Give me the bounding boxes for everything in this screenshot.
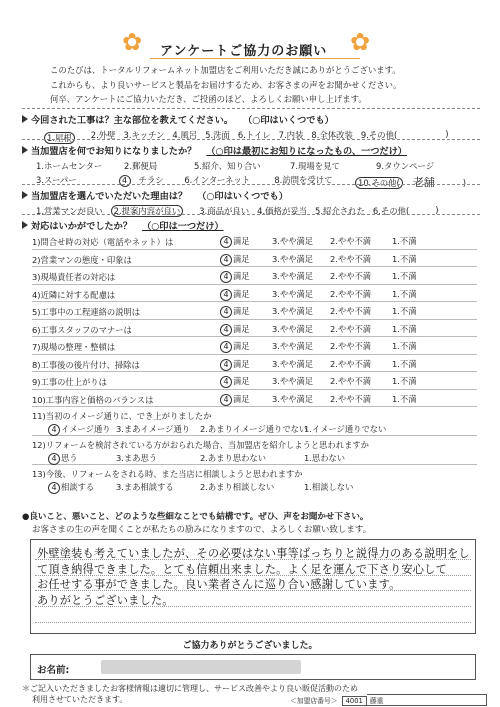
q3-option-referred[interactable]: 5.紹介された <box>315 206 365 216</box>
rating-row: 10)工事内容と価格のバランスは 4 満足 3.やや満足 2.やや不満 1.不満 <box>32 390 477 408</box>
rating-option-dissatisfied[interactable]: 1.不満 <box>392 376 417 386</box>
q3-option-other[interactable]: 6.その他( <box>372 206 410 216</box>
rating-option-somewhat-satisfied[interactable]: 3.やや満足 <box>272 376 314 386</box>
rating-option-somewhat-satisfied[interactable]: 3.やや満足 <box>272 271 314 281</box>
rating-option-4[interactable]: 4 イメージ通り <box>48 423 111 436</box>
redacted-name <box>101 660 301 674</box>
divider <box>22 139 480 140</box>
rating-option-satisfied[interactable]: 4 満足 <box>220 375 250 388</box>
q2-option-other[interactable]: 10.その他( 老舗 ) <box>355 174 474 190</box>
flower-icon: ✿ <box>122 28 143 56</box>
rating-row: 5)工事中の工程連絡の説明は 4 満足 3.やや満足 2.やや不満 1.不満 <box>32 302 477 320</box>
q3-options: 1.営業マンが良い 2.提案内容が良い 3.商品が良い 4.価格が妥当 5.紹介された 6.その他( ) <box>36 205 439 216</box>
rating-option-dissatisfied[interactable]: 1.不満 <box>392 253 417 264</box>
q2-options-row1 <box>22 160 482 172</box>
triangle-bullet-icon <box>22 146 28 154</box>
rating-option-somewhat-dissatisfied[interactable]: 2.やや不満 <box>330 253 372 264</box>
q2-option-saw-site[interactable]: 7.現場を見て <box>290 161 340 171</box>
q3-option-proposal[interactable]: 2.提案内容が良い <box>111 205 192 217</box>
rating-row-multi: 13)今後、リフォームをされる時、また当店に相談しようと思われますか 4 相談する 3.まあ相談する 2.あまり相談しない 1.相談しない <box>32 469 354 492</box>
rating-option-satisfied[interactable]: 4 満足 <box>220 323 250 336</box>
rating-option-1[interactable]: 1.思わない <box>304 453 346 463</box>
rating-option-somewhat-satisfied[interactable]: 3.やや満足 <box>272 358 314 369</box>
rating-option-somewhat-dissatisfied[interactable]: 2.やや不満 <box>330 236 372 246</box>
q1-options: 1.屋根 2.外壁 3.キッチン 4.風呂 5.洗面 6.トイレ 7.内装 8.全体改装 9.その他( ) <box>22 129 482 144</box>
rating-row: 3)現場責任者の対応は 4 満足 3.やや満足 2.やや不満 1.不満 <box>32 267 477 285</box>
rating-option-1[interactable]: 1.イメージ通りでない <box>304 424 387 434</box>
q2-option-referral[interactable]: 5.紹介、知り合い <box>194 161 261 171</box>
q1-option-exterior-wall[interactable]: 2.外壁 <box>90 130 116 140</box>
q2-option-visit[interactable]: 8.訪問を受けて <box>274 175 333 185</box>
rating-option-satisfied[interactable]: 4 満足 <box>220 358 250 371</box>
rating-option-somewhat-dissatisfied[interactable]: 2.やや不満 <box>330 306 372 316</box>
rating-option-2[interactable]: 2.あまりイメージ通りでない <box>200 424 308 434</box>
rating-option-satisfied[interactable]: 4 満足 <box>220 288 250 301</box>
q2-option-flyer[interactable]: 4 チラシ <box>119 174 177 190</box>
rating-row: 2)営業マンの態度・印象は 4 満足 3.やや満足 2.やや不満 1.不満 <box>32 250 477 268</box>
q2-option-home-center[interactable]: 1.ホームセンター <box>36 161 103 171</box>
q3-option-price[interactable]: 4.価格が妥当 <box>257 206 307 216</box>
rating-row: 7)現場の整理・整頓は 4 満足 3.やや満足 2.やや不満 1.不満 <box>32 337 477 355</box>
rating-option-dissatisfied[interactable]: 1.不満 <box>392 341 417 351</box>
rating-option-3[interactable]: 3.まあイメージ通り <box>116 424 191 434</box>
thanks-text: ご協力ありがとうございました。 <box>182 641 318 651</box>
rating-option-somewhat-satisfied[interactable]: 3.やや満足 <box>272 306 314 316</box>
q1-option-kitchen[interactable]: 3.キッチン <box>123 130 165 140</box>
rating-row: 8)工事後の後片付け、掃除は 4 満足 3.やや満足 2.やや不満 1.不満 <box>32 355 477 373</box>
q3-option-sales-rep[interactable]: 1.営業マンが良い <box>36 206 103 216</box>
rating-option-somewhat-dissatisfied[interactable]: 2.やや不満 <box>330 323 372 334</box>
q1-option-washroom[interactable]: 5.洗面 <box>205 130 230 140</box>
rating-option-3[interactable]: 3.まあ相談する <box>116 482 174 492</box>
rating-option-dissatisfied[interactable]: 1.不満 <box>392 306 417 316</box>
rating-option-4[interactable]: 4 相談する <box>48 481 94 494</box>
q2-other-text[interactable]: 老舗 <box>412 176 435 189</box>
rating-option-satisfied[interactable]: 4 満足 <box>220 393 250 406</box>
rating-option-somewhat-satisfied[interactable]: 3.やや満足 <box>272 341 314 351</box>
rating-option-4[interactable]: 4 思う <box>48 452 78 465</box>
q1-option-toilet[interactable]: 6.トイレ <box>237 130 271 140</box>
question-4: 対応はいかがでしたか？ （○印は一つだけ） <box>22 218 482 232</box>
comment-box[interactable] <box>30 539 476 634</box>
rating-option-satisfied[interactable]: 4 満足 <box>220 340 250 353</box>
question-2: 当加盟店を何でお知りになりましたか？ （○印は最初にお知りになったもの、一つだけ） 1.ホームセンター 2.郵便局 5.紹介、知り合い 7.現場を見て 9.タウンページ 3.スーパー 4 チラシ 6.インターネット 8.訪問を受けて 10.その他( 老舗 ) <box>22 143 482 190</box>
divider <box>22 214 480 215</box>
q2-option-town-page[interactable]: 9.タウンページ <box>376 161 435 171</box>
question-3: 当加盟店を選んでいただいた理由は？ （○印はいくつでも） 1.営業マンが良い 2.提案内容が良い 3.商品が良い 4.価格が妥当 5.紹介された 6.その他( ) <box>22 188 482 217</box>
rating-option-somewhat-satisfied[interactable]: 3.やや満足 <box>272 288 314 299</box>
rating-option-2[interactable]: 2.あまり相談しない <box>200 482 275 492</box>
page-title: アンケートご協力のお願い <box>160 44 328 59</box>
name-field[interactable] <box>30 654 476 680</box>
rating-option-dissatisfied[interactable]: 1.不満 <box>392 271 417 281</box>
store-number: 4001 <box>342 696 367 706</box>
rating-row: 9)工事の仕上がりは 4 満足 3.やや満足 2.やや不満 1.不満 <box>32 372 477 390</box>
divider <box>22 108 480 109</box>
triangle-bullet-icon <box>22 115 28 123</box>
divider <box>22 184 480 185</box>
question-1: 今回された工事は？主な部位を教えてください。 （○印はいくつでも） 1.屋根 2.外壁 3.キッチン 4.風呂 5.洗面 6.トイレ 7.内装 8.全体改装 9.その他( ) <box>22 112 482 144</box>
rating-row-multi: 12)リフォームを検討されている方がおられた場合、当加盟店を紹介しようと思われますか 4 思う 3.まあ思う 2.あまり思わない 1.思わない <box>32 436 477 465</box>
rating-option-somewhat-dissatisfied[interactable]: 2.やや不満 <box>330 271 372 281</box>
rating-option-somewhat-satisfied[interactable]: 3.やや満足 <box>272 253 314 264</box>
rating-option-somewhat-satisfied[interactable]: 3.やや満足 <box>272 323 314 334</box>
rating-option-dissatisfied[interactable]: 1.不満 <box>392 358 417 369</box>
rating-option-1[interactable]: 1.相談しない <box>304 482 354 492</box>
q2-option-post-office[interactable]: 2.郵便局 <box>124 161 158 171</box>
rating-row: 4)近隣に対する配慮は 4 満足 3.やや満足 2.やや不満 1.不満 <box>32 285 477 303</box>
rating-option-somewhat-satisfied[interactable]: 3.やや満足 <box>272 236 314 246</box>
q2-option-internet[interactable]: 6.インターネット <box>184 175 251 185</box>
rating-row-multi: 11)当初のイメージ通りに、でき上がりましたか 4 イメージ通り 3.まあイメージ通り 2.あまりイメージ通りでない 1.イメージ通りでない <box>32 407 477 436</box>
q1-option-bath[interactable]: 4.風呂 <box>172 130 198 140</box>
triangle-bullet-icon <box>22 221 28 229</box>
rating-option-dissatisfied[interactable]: 1.不満 <box>392 393 417 404</box>
rating-row: 6)工事スタッフのマナーは 4 満足 3.やや満足 2.やや不満 1.不満 <box>32 320 477 338</box>
rating-row: 1)問合せ時の対応（電話やネット）は 4 満足 3.やや満足 2.やや不満 1.不満 <box>32 232 477 250</box>
intro-text: このたびは、トータルリフォームネット加盟店をご利用いただき誠にありがとうございます。 これからも、より良いサービスと製品をお届けするため、お客さまの声をお聞かせください。 何卒、アンケートにご協力いただき、ご投函のほど、よろしくお願い申し上げます。 <box>50 65 402 104</box>
rating-option-satisfied[interactable]: 4 満足 <box>220 270 250 283</box>
rating-option-somewhat-dissatisfied[interactable]: 2.やや不満 <box>330 376 372 386</box>
q1-option-full-renovation[interactable]: 8.全体改装 <box>311 130 353 140</box>
rating-table <box>32 232 477 494</box>
rating-option-somewhat-dissatisfied[interactable]: 2.やや不満 <box>330 393 372 404</box>
q1-option-interior[interactable]: 7.内装 <box>278 130 304 140</box>
triangle-bullet-icon <box>22 191 28 199</box>
handwritten-comment: 外壁塗装も考えていましたが、その必要はない事等ばっちりと説得力のある説明をし て頂き納得できました。とても信頼出来ました。よく足を運んで下さり安心して お任せする事ができました。良い業者さんに巡り合い感謝しています。 ありがとうございました。 <box>37 547 470 607</box>
rating-option-dissatisfied[interactable]: 1.不満 <box>392 236 417 246</box>
comment-prompt: ●良いこと、悪いこと、どのような些細なことでも結構です。ぜひ、声をお聞かせ下さい。 お客さまの生の声を聞くことが私たちの励みになりますので、よろしくお願い致します。 <box>22 512 372 535</box>
rating-option-somewhat-dissatisfied[interactable]: 2.やや不満 <box>330 341 372 351</box>
name-label: お名前: <box>37 665 70 676</box>
q1-option-other[interactable]: 9.その他( <box>360 130 398 140</box>
q1-option-roof[interactable]: 1.屋根 <box>36 129 83 144</box>
flower-icon: ✿ <box>350 28 371 56</box>
q2-option-supermarket[interactable]: 3.スーパー <box>36 175 77 185</box>
rating-option-somewhat-dissatisfied[interactable]: 2.やや不満 <box>330 358 372 369</box>
rating-option-satisfied[interactable]: 4 満足 <box>220 305 250 318</box>
title-divider <box>150 58 360 59</box>
privacy-note: ＊ご記入いただきましたお客様情報は適切に管理し、サービス改善やより良い販促活動のため 利用させていただきます。 <box>22 684 358 704</box>
rating-option-dissatisfied[interactable]: 1.不満 <box>392 288 417 299</box>
rating-option-3[interactable]: 3.まあ思う <box>116 453 158 463</box>
rating-option-satisfied[interactable]: 4 満足 <box>220 235 250 248</box>
rating-option-somewhat-satisfied[interactable]: 3.やや満足 <box>272 393 314 404</box>
rating-option-satisfied[interactable]: 4 満足 <box>220 253 250 266</box>
q3-option-product[interactable]: 3.商品が良い <box>199 206 250 216</box>
rating-option-somewhat-dissatisfied[interactable]: 2.やや不満 <box>330 288 372 299</box>
store-number-row: ＜加盟店番号＞ 4001 藤重 <box>290 694 487 706</box>
rating-option-dissatisfied[interactable]: 1.不満 <box>392 323 417 334</box>
rating-option-2[interactable]: 2.あまり思わない <box>200 453 266 463</box>
store-name: 藤重 <box>367 694 487 706</box>
